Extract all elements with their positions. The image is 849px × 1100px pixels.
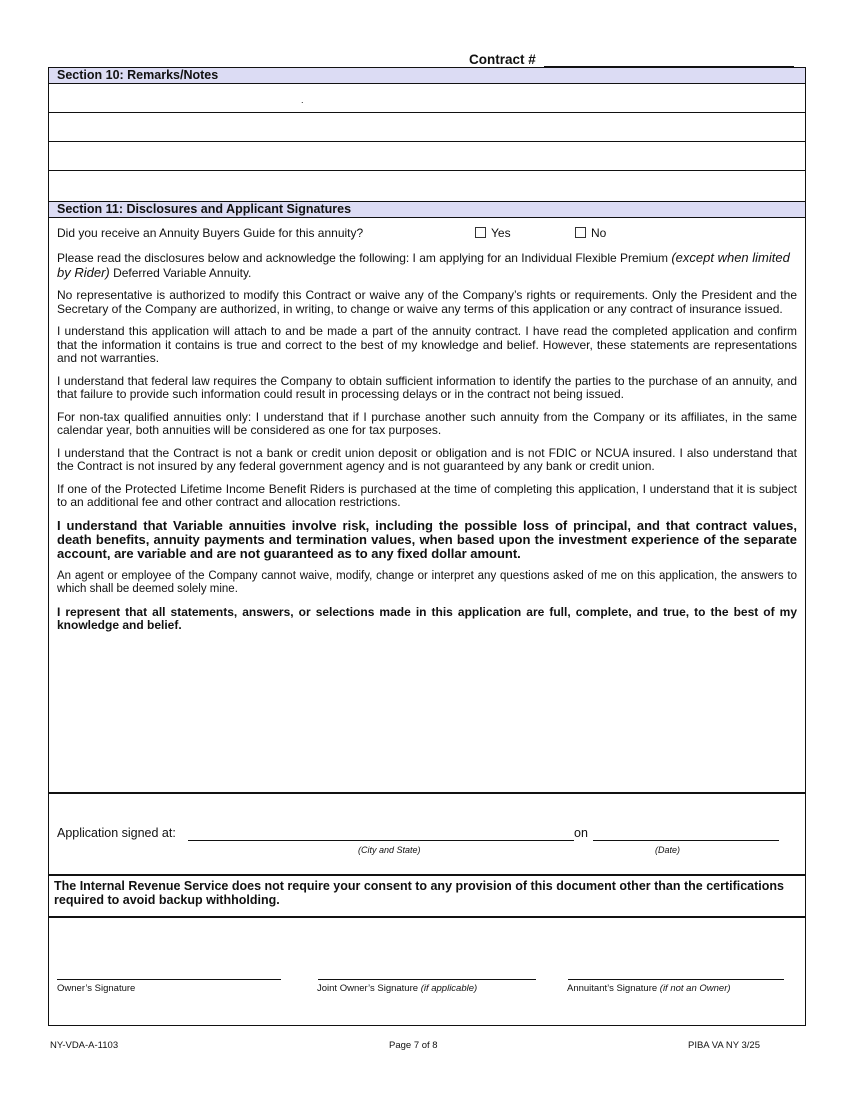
no-label: No xyxy=(591,226,607,240)
stray-dot: . xyxy=(301,95,304,105)
disclosure-paragraph: For non-tax qualified annuities only: I understand that if I purchase another such annuity from the Company or its affiliates, in the same calendar year, both annuities will be considered as one for tax purposes. xyxy=(57,409,797,437)
joint-owner-signature-field[interactable] xyxy=(318,979,536,980)
date-field[interactable] xyxy=(593,840,779,841)
remarks-line-1[interactable] xyxy=(49,84,805,113)
rider-limit-note: (except when limited by Rider) xyxy=(57,250,790,280)
remarks-line-2[interactable] xyxy=(49,113,805,142)
representation-statement: I represent that all statements, answers, or selections made in this application are full, complete, and true, to the best of my knowledge and belief. xyxy=(57,604,797,632)
section-11-title: Section 11: Disclosures and Applicant Signatures xyxy=(49,202,805,218)
no-checkbox[interactable] xyxy=(575,227,586,238)
on-label: on xyxy=(574,826,588,840)
owner-signature-caption: Owner’s Signature xyxy=(57,983,136,994)
irs-notice-text: The Internal Revenue Service does not require your consent to any provision of this document other than the certifications required to avoid backup withholding. xyxy=(54,879,784,907)
remarks-line-4[interactable] xyxy=(49,171,805,200)
disclosure-paragraph: No representative is authorized to modify this Contract or waive any of the Company’s rights or requirements. Only the President and the Secretary of the Company are authorized, in writing, to change or waive any terms of this application or any contract of insurance issued. xyxy=(57,288,797,316)
signatures-section xyxy=(48,916,806,1026)
disclosure-paragraph: I understand that federal law requires the Company to obtain sufficient information to identify the parties to the purchase of an annuity, and that failure to provide such information could result in processing delays or in the contract not being issued. xyxy=(57,373,797,401)
disclosure-paragraph: If one of the Protected Lifetime Income Benefit Riders is purchased at the time of completing this application, I understand that it is subject to an additional fee and other contract and allocation restrictions. xyxy=(57,481,797,509)
annuitant-signature-field[interactable] xyxy=(568,979,784,980)
remarks-line-3[interactable] xyxy=(49,142,805,171)
section-10-remarks xyxy=(48,67,806,203)
buyers-guide-no-option[interactable] xyxy=(575,226,606,240)
annuitant-signature-caption: Annuitant’s Signature (if not an Owner) xyxy=(567,983,731,994)
owner-signature-field[interactable] xyxy=(57,979,281,980)
intro-acknowledgement: Please read the disclosures below and acknowledge the following: I am applying for an Individual Flexible Premium (except when limited by Rider) Deferred Variable Annuity. xyxy=(57,250,790,280)
variable-risk-statement: I understand that Variable annuities involve risk, including the possible loss of principal, and that contract values, death benefits, annuity payments and termination values, when based upon the investment experience of the separate account, are variable and are not guaranteed as to any fixed dollar amount. xyxy=(57,517,797,561)
disclosure-paragraph: I understand this application will attach to and be made a part of the annuity contract. I have read the completed application and confirm that the information it contains is true and correct to the best of my knowledge and belief. However, these statements are representations and not warranties. xyxy=(57,324,797,365)
joint-owner-signature-caption: Joint Owner’s Signature (if applicable) xyxy=(317,983,478,994)
city-state-caption: (City and State) xyxy=(358,845,421,855)
yes-checkbox[interactable] xyxy=(475,227,486,238)
irs-notice xyxy=(48,874,806,918)
yes-label: Yes xyxy=(491,226,511,240)
page-number: Page 7 of 8 xyxy=(389,1040,438,1051)
city-state-field[interactable] xyxy=(188,840,574,841)
section-11-disclosures xyxy=(48,201,806,794)
buyers-guide-question-row xyxy=(57,226,797,240)
signed-at-label: Application signed at: xyxy=(57,826,176,840)
application-signed-section xyxy=(48,792,806,876)
agent-statement: An agent or employee of the Company cannot waive, modify, change or interpret any questions asked of me on this application, the answers to which shall be deemed solely mine. xyxy=(57,569,797,595)
buyers-guide-question: Did you receive an Annuity Buyers Guide for this annuity? xyxy=(57,226,364,240)
form-id: NY-VDA-A-1103 xyxy=(50,1040,119,1051)
section-10-title: Section 10: Remarks/Notes xyxy=(49,68,805,84)
disclosure-paragraph: I understand that the Contract is not a bank or credit union deposit or obligation and is not FDIC or NCUA insured. I also understand that the Contract is not insured by any federal government agency and is not guaranteed by any bank or credit union. xyxy=(57,445,797,473)
buyers-guide-yes-option[interactable] xyxy=(475,226,511,240)
form-version: PIBA VA NY 3/25 xyxy=(688,1040,761,1051)
contract-number-label: Contract # xyxy=(469,52,536,67)
date-caption: (Date) xyxy=(655,845,681,855)
